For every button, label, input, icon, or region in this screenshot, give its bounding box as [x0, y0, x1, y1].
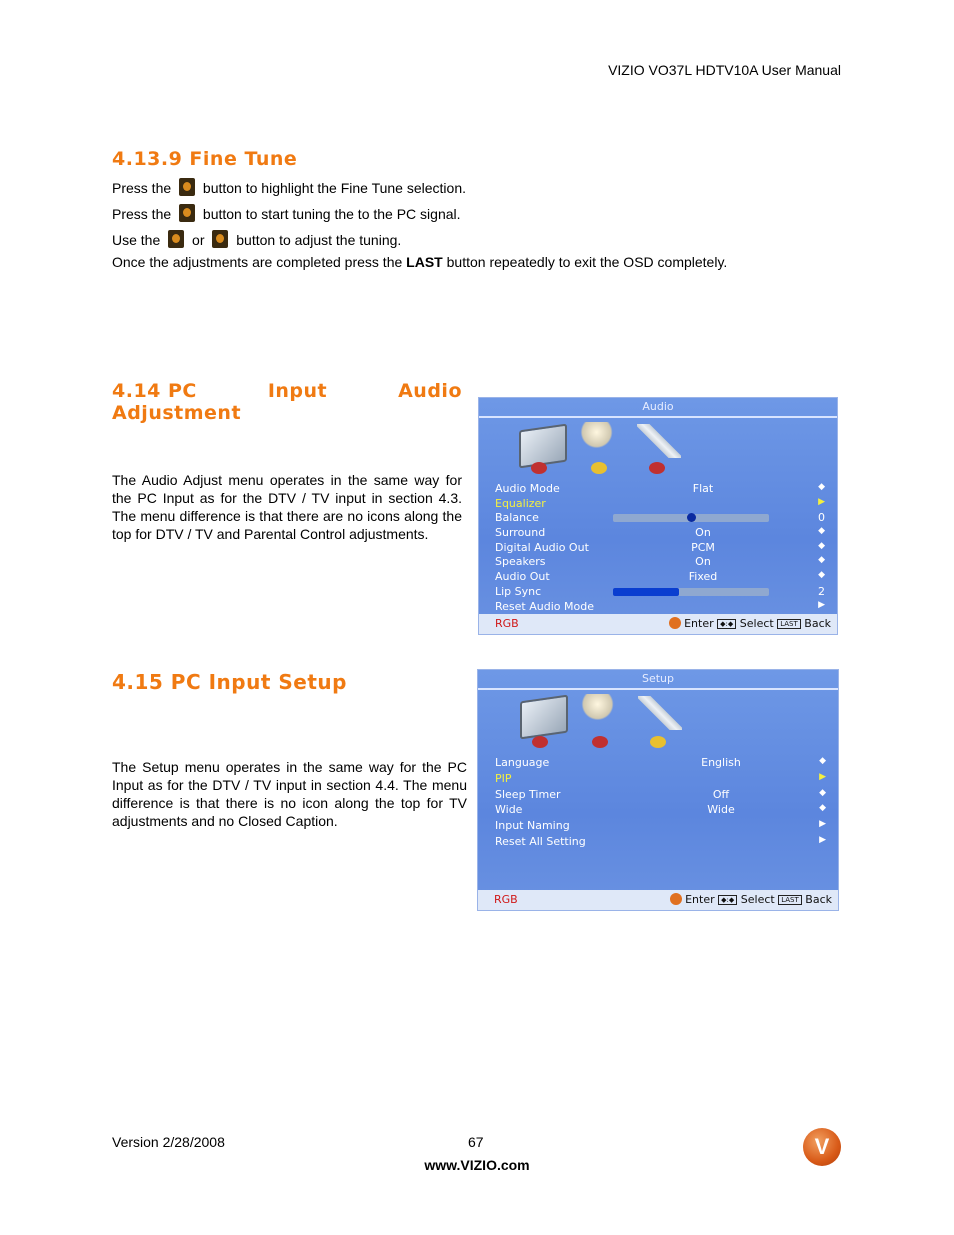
- tab-marker-icon: [532, 736, 548, 748]
- submenu-arrow-icon: ▶: [819, 834, 826, 845]
- microphone-icon: [579, 422, 623, 456]
- menu-row-value: Off: [712, 787, 730, 801]
- menu-row[interactable]: [495, 555, 825, 570]
- osd-footer: [479, 614, 837, 634]
- enter-label: Enter: [684, 617, 714, 630]
- lip-sync-bar[interactable]: [613, 588, 769, 596]
- last-key-icon: LAST: [777, 619, 801, 629]
- menu-row-label: Language: [495, 756, 550, 769]
- tab-marker-selected-icon: [650, 736, 666, 748]
- source-label: RGB: [495, 617, 519, 630]
- down-arrow-button-icon: [179, 178, 195, 196]
- left-right-arrow-icon: ◆: [818, 570, 825, 581]
- menu-row[interactable]: [495, 526, 825, 541]
- submenu-arrow-icon: ▶: [819, 771, 826, 782]
- right-arrow-button-icon: [179, 204, 195, 222]
- left-right-arrow-icon: ◆: [819, 756, 826, 766]
- menu-row[interactable]: [495, 756, 826, 772]
- left-right-arrow-icon: ◆: [818, 540, 825, 551]
- osd-title: Audio: [642, 400, 674, 413]
- menu-row-label: Equalizer: [495, 496, 546, 510]
- running-header: VIZIO VO37L HDTV10A User Manual: [608, 62, 841, 78]
- arrow-keys-icon: ◆:◆: [718, 895, 737, 905]
- title-part: Adjustment: [112, 402, 242, 424]
- menu-row-label: Speakers: [495, 555, 546, 569]
- menu-row-value: Wide: [707, 803, 735, 817]
- wrench-icon: [638, 696, 682, 730]
- submenu-arrow-icon: ▶: [819, 819, 826, 830]
- instruction-text: button to adjust the tuning.: [236, 232, 402, 248]
- audio-description: The Audio Adjust menu operates in the same way for the PC Input as for the DTV / TV input in section 4.3. The menu difference is that there are no icons along the top for DTV / TV and Parental Control adjustments.: [112, 472, 462, 542]
- menu-row-value: English: [701, 756, 741, 769]
- osd-top-line: [479, 416, 837, 418]
- menu-row-label: Audio Mode: [495, 482, 560, 495]
- section-title-pc-input-setup: 4.15 PC Input Setup: [112, 670, 347, 694]
- menu-row[interactable]: [495, 788, 826, 804]
- instruction-line-4: [112, 249, 727, 275]
- setup-menu-list: [495, 756, 826, 851]
- tv-icon: [519, 424, 567, 469]
- audio-osd-screenshot: [478, 397, 838, 635]
- menu-row[interactable]: [495, 600, 825, 615]
- left-right-arrow-icon: ◆: [818, 526, 825, 537]
- instruction-text: button repeatedly to exit the OSD completely.: [442, 254, 728, 270]
- last-key-label: LAST: [406, 254, 443, 270]
- instruction-text: Press the: [112, 206, 172, 222]
- osd-icon-strip: [509, 422, 709, 482]
- menu-row[interactable]: [495, 511, 825, 526]
- section-title-pc-input-audio: [112, 380, 462, 424]
- section-title-fine-tune: 4.13.9 Fine Tune: [112, 148, 298, 170]
- vizio-logo-icon: V: [803, 1128, 841, 1166]
- balance-slider[interactable]: [613, 514, 769, 522]
- website-url: www.VIZIO.com: [424, 1157, 530, 1173]
- menu-row-label: Sleep Timer: [495, 787, 561, 801]
- submenu-arrow-icon: ▶: [818, 599, 825, 610]
- menu-row-value: PCM: [691, 540, 715, 554]
- menu-row-label: Reset All Setting: [495, 834, 586, 848]
- tab-marker-icon: [649, 462, 665, 474]
- slider-knob[interactable]: [687, 513, 696, 522]
- menu-row-value: 2: [818, 584, 825, 598]
- enter-key-icon: [670, 893, 682, 905]
- back-label: Back: [804, 617, 831, 630]
- left-arrow-button-icon: [168, 230, 184, 248]
- instruction-text: Press the: [112, 180, 172, 196]
- menu-row[interactable]: [495, 835, 826, 851]
- select-label: Select: [739, 617, 774, 630]
- menu-row-label: Balance: [495, 511, 539, 525]
- source-label: RGB: [494, 893, 518, 906]
- enter-label: Enter: [685, 893, 715, 906]
- title-part: 4.14 PC: [112, 380, 197, 402]
- select-label: Select: [740, 893, 775, 906]
- menu-row-value: Fixed: [688, 570, 718, 584]
- instruction-text: or: [192, 232, 205, 248]
- left-right-arrow-icon: ◆: [818, 555, 825, 566]
- instruction-text: Use the: [112, 232, 161, 248]
- tab-marker-icon: [592, 736, 608, 748]
- setup-description: The Setup menu operates in the same way for the PC Input as for the DTV / TV input in section 4.4. The menu difference is that there is no icon along the top for TV adjustments and no Closed Caption.: [112, 759, 467, 829]
- menu-row-label: Lip Sync: [495, 584, 542, 598]
- osd-title: Setup: [641, 672, 675, 685]
- level-fill: [613, 588, 679, 596]
- version-label: Version 2/28/2008: [112, 1134, 225, 1150]
- menu-row[interactable]: [495, 585, 825, 600]
- menu-row[interactable]: [495, 570, 825, 585]
- menu-row[interactable]: [495, 772, 826, 788]
- menu-row-label: Digital Audio Out: [495, 540, 589, 554]
- left-right-arrow-icon: ◆: [819, 787, 826, 798]
- menu-row-label: Wide: [495, 803, 523, 817]
- instruction-text: button to start tuning the to the PC signal.: [202, 206, 461, 222]
- right-arrow-button-icon: [212, 230, 228, 248]
- osd-help: [669, 617, 831, 630]
- enter-key-icon: [669, 617, 681, 629]
- page-number: 67: [468, 1134, 484, 1150]
- arrow-keys-icon: ◆:◆: [717, 619, 736, 629]
- last-key-icon: LAST: [778, 895, 802, 905]
- left-right-arrow-icon: ◆: [818, 482, 825, 492]
- menu-row-label: Input Naming: [495, 819, 570, 833]
- menu-row-label: Surround: [495, 526, 546, 540]
- audio-menu-list: [495, 482, 825, 614]
- menu-row[interactable]: [495, 803, 826, 819]
- instruction-text: Once the adjustments are completed press the: [112, 254, 407, 270]
- instruction-line-2: [112, 201, 461, 227]
- menu-row-label: PIP: [495, 771, 512, 785]
- osd-help: [670, 893, 832, 906]
- tab-marker-selected-icon: [591, 462, 607, 474]
- menu-row-label: Reset Audio Mode: [495, 599, 594, 613]
- instruction-text: button to highlight the Fine Tune selection.: [202, 180, 466, 196]
- menu-row-value: On: [695, 526, 711, 540]
- setup-osd-screenshot: [477, 669, 839, 911]
- menu-row-value: 0: [818, 511, 825, 525]
- tab-marker-icon: [531, 462, 547, 474]
- osd-footer: [478, 890, 838, 910]
- menu-row[interactable]: [495, 482, 825, 497]
- menu-row-label: Audio Out: [495, 570, 550, 584]
- microphone-icon: [580, 694, 624, 728]
- menu-row[interactable]: [495, 819, 826, 835]
- menu-row[interactable]: [495, 541, 825, 556]
- menu-row-value: Flat: [692, 482, 714, 495]
- submenu-arrow-icon: ▶: [818, 496, 825, 507]
- back-label: Back: [805, 893, 832, 906]
- instruction-line-1: [112, 175, 466, 201]
- osd-icon-strip: [508, 694, 708, 754]
- menu-row[interactable]: [495, 497, 825, 512]
- left-right-arrow-icon: ◆: [819, 803, 826, 814]
- title-part: Input: [267, 380, 328, 402]
- osd-top-line: [478, 688, 838, 690]
- menu-row-value: On: [695, 555, 711, 569]
- title-part: Audio: [398, 380, 462, 402]
- tv-icon: [520, 695, 568, 740]
- wrench-icon: [637, 424, 681, 458]
